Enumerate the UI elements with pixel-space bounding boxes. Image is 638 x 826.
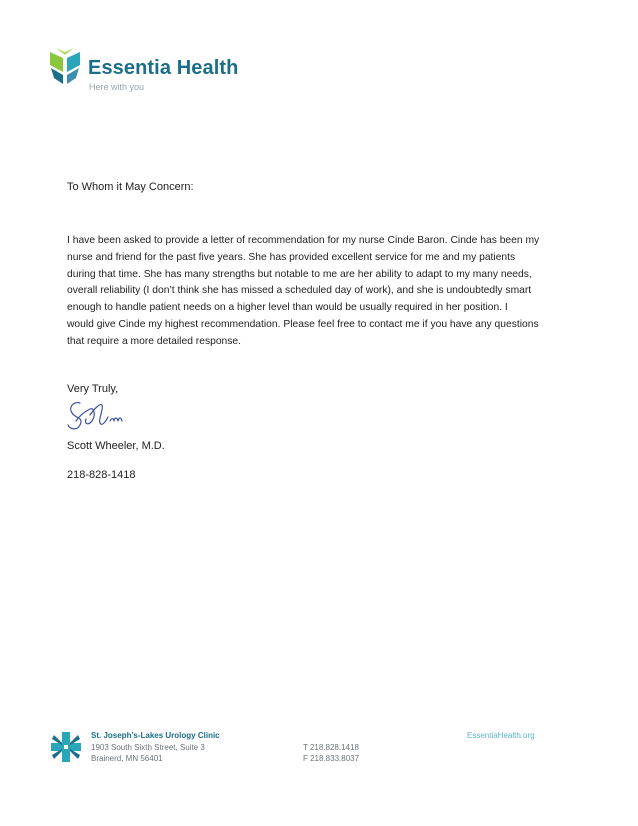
clinic-telephone: T 218.828.1418 [303,743,359,752]
clinic-name: St. Joseph’s-Lakes Urology Clinic [91,731,220,740]
clinic-fax: F 218.833.8037 [303,754,360,763]
essentia-logo-icon [48,46,82,86]
brand-name: Essentia Health [88,57,239,79]
body-line: enough to handle patient needs on a higher level than would be usually required in her position. I [67,302,508,314]
signer-phone: 218-828-1418 [67,469,136,481]
clinic-address-line1: 1903 South Sixth Street, Suite 3 [91,743,205,752]
body-line: during that time. She has many strengths but notable to me are her ability to adapt to my many needs, [67,268,532,280]
cross-emblem-icon [50,731,82,763]
signer-name: Scott Wheeler, M.D. [67,440,165,452]
salutation: To Whom it May Concern: [67,181,194,193]
body-line: that require a more detailed response. [67,335,242,347]
brand-tagline: Here with you [89,82,145,92]
body-line: nurse and friend for the past five years. She has provided excellent service for me and my patients [67,251,516,263]
body-line: would give Cinde my highest recommendation. Please feel free to contact me if you have any questions [67,318,539,330]
body-line: overall reliability (I don’t think she has missed a scheduled day of work), and she is undoubtedly smart [67,285,532,297]
closing: Very Truly, [67,383,119,395]
clinic-address-line2: Brainerd, MN 56401 [91,754,163,763]
signature-icon [62,395,142,435]
letter-body [67,233,567,351]
website-link[interactable]: EssentiaHealth.org [467,731,535,740]
body-line: I have been asked to provide a letter of recommendation for my nurse Cinde Baron. Cinde has been my [67,235,540,246]
